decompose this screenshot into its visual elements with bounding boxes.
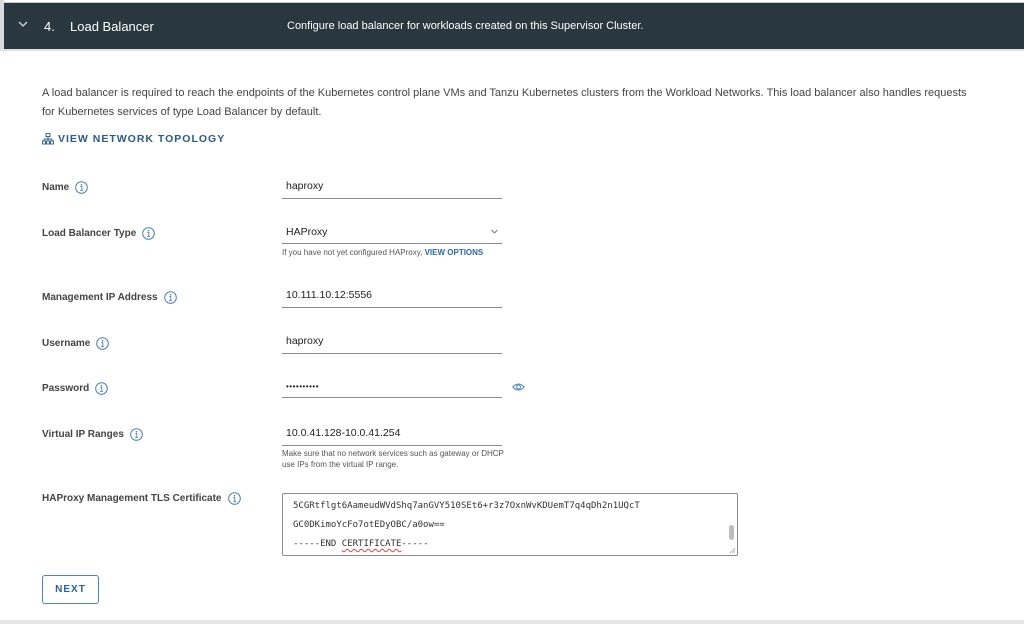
spellcheck-word: CERTIFICATE [341, 539, 402, 549]
username-input[interactable]: haproxy [282, 335, 502, 354]
tls-certificate-label [42, 492, 241, 505]
virtual-ip-ranges-helper: Make sure that no network services such as gateway or DHCP use IPs from the virtual IP range. [282, 449, 504, 469]
tls-certificate-textarea[interactable] [282, 493, 738, 556]
load-balancer-type-label-text: Load Balancer Type [42, 228, 137, 239]
section-header-load-balancer[interactable] [4, 2, 1024, 49]
view-options-link[interactable]: VIEW OPTIONS [424, 248, 484, 257]
certificate-line: GC0DKimoYcFo7otEDyOBC/a0ow== [293, 520, 445, 530]
network-topology-icon [42, 133, 54, 145]
view-network-topology-link[interactable] [42, 133, 225, 145]
textarea-scrollbar[interactable] [729, 525, 734, 540]
certificate-line: 5CGRtflgt6AameudWVdShq7anGVY510SEt6+r3z7OxnWvKDUemT7q4qDh2n1UQcT [293, 501, 640, 511]
end-suffix: ----- [401, 539, 429, 549]
management-ip-label-text: Management IP Address [42, 292, 158, 303]
info-icon[interactable] [142, 227, 155, 240]
username-label [42, 337, 109, 350]
section-title: Load Balancer [70, 19, 154, 34]
virtual-ip-ranges-input[interactable]: 10.0.41.128-10.0.41.254 [282, 427, 502, 446]
header-divider [0, 49, 1024, 51]
tls-certificate-label-text: HAProxy Management TLS Certificate [42, 493, 222, 504]
username-label-text: Username [42, 338, 91, 349]
virtual-ip-ranges-label [42, 428, 143, 441]
bottom-divider [0, 620, 1024, 624]
load-balancer-type-value: HAProxy [286, 225, 328, 238]
load-balancer-type-label [42, 227, 155, 240]
view-network-topology-label: VIEW NETWORK TOPOLOGY [58, 133, 226, 145]
next-button[interactable]: NEXT [42, 575, 99, 604]
info-icon[interactable] [164, 291, 177, 304]
load-balancer-type-helper [282, 247, 507, 258]
name-input[interactable]: haproxy [282, 180, 502, 199]
password-label-text: Password [42, 383, 90, 394]
virtual-ip-ranges-label-text: Virtual IP Ranges [42, 429, 124, 440]
certificate-end-line [293, 535, 727, 554]
name-label [42, 181, 88, 194]
intro-text: A load balancer is required to reach the endpoints of the Kubernetes control plane VMs and Tanzu Kubernetes clusters from the Workload Networks. This load balancer also handles requests for Kubernetes services of type Load Balancer by default. [42, 87, 967, 118]
management-ip-input[interactable]: 10.111.10.12:5556 [282, 289, 502, 308]
chevron-down-icon[interactable] [16, 17, 30, 31]
end-prefix: -----END [293, 539, 342, 549]
management-ip-label [42, 291, 177, 304]
info-icon[interactable] [130, 428, 143, 441]
resize-grip-icon[interactable] [728, 546, 736, 554]
load-balancer-type-select[interactable] [282, 225, 502, 244]
name-label-text: Name [42, 182, 70, 193]
eye-icon[interactable] [512, 382, 525, 392]
password-input[interactable]: •••••••••• [282, 379, 502, 398]
info-icon[interactable] [228, 492, 241, 505]
section-description: Configure load balancer for workloads created on this Supervisor Cluster. [287, 20, 644, 32]
password-label [42, 382, 108, 395]
helper-text: If you have not yet configured HAProxy, [282, 248, 425, 257]
info-icon[interactable] [75, 181, 88, 194]
info-icon[interactable] [95, 382, 108, 395]
info-icon[interactable] [96, 337, 109, 350]
step-number: 4. [44, 19, 55, 34]
chevron-down-icon [490, 227, 499, 236]
